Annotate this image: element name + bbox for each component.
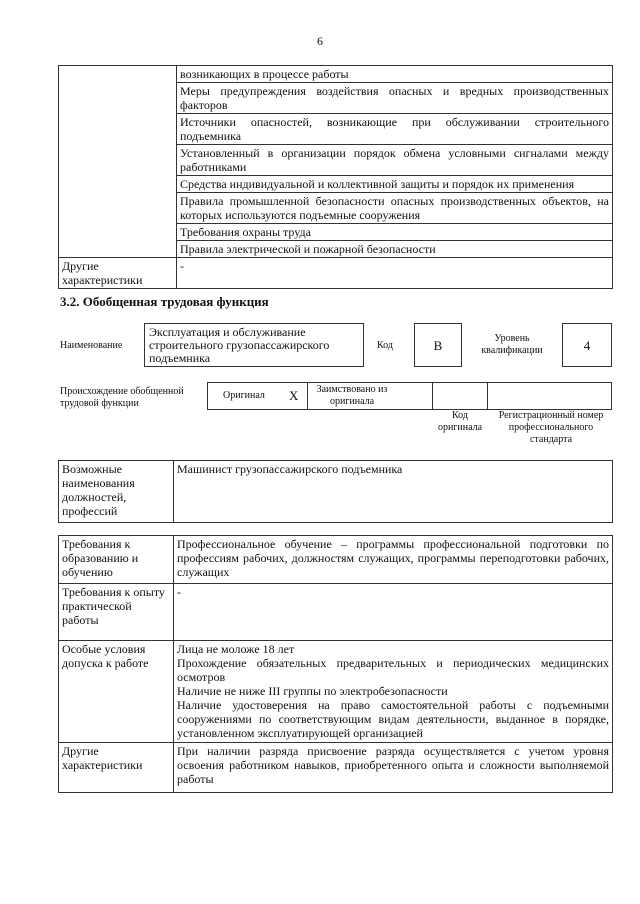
origin-box: [207, 382, 612, 410]
experience-value: -: [174, 584, 613, 641]
section-title: 3.2. Обобщенная трудовая функция: [60, 294, 269, 309]
other-characteristics-label: Другие характеристики: [59, 258, 177, 289]
borrowed-label: Заимствовано из оригинала: [316, 384, 388, 407]
original-label: Оригинал: [223, 390, 265, 401]
positions-value: Машинист грузопассажирского подъемника: [174, 461, 613, 523]
experience-label: Требования к опыту практической работы: [59, 584, 174, 641]
list-item: Средства индивидуальной и коллективной защиты и порядок их применения: [177, 176, 613, 193]
origin-divider: [432, 382, 433, 410]
origin-label: Происхождение обобщенной трудовой функции: [60, 386, 184, 409]
top-table: [58, 65, 613, 289]
list-item: Прохождение обязательных предварительных и периодических медицинских осмотров: [177, 656, 609, 684]
name-value-box: [144, 323, 364, 367]
list-item: Требования охраны труда: [177, 224, 613, 241]
special-conditions-label: Особые условия допуска к работе: [59, 641, 174, 743]
page-number: 6: [317, 34, 323, 48]
list-item: Меры предупреждения воздействия опасных и вредных производственных факторов: [177, 83, 613, 114]
other-characteristics-value: -: [177, 258, 613, 289]
other-characteristics-label: Другие характеристики: [59, 743, 174, 793]
top-table-empty-cell: [59, 66, 177, 258]
code-value: B: [433, 338, 443, 353]
list-item: Источники опасностей, возникающие при обслуживании строительного подъемника: [177, 114, 613, 145]
original-mark: X: [289, 388, 299, 403]
list-item: Установленный в организации порядок обмена условными сигналами между работниками: [177, 145, 613, 176]
special-conditions-values: [174, 641, 613, 743]
positions-label: Возможные наименования должностей, профессий: [59, 461, 174, 523]
education-value: Профессиональное обучение – программы профессиональной подготовки по профессиям рабочих, должностям служащих, программы переподготовки рабочих, служащих: [174, 536, 613, 584]
list-item: Правила промышленной безопасности опасных производственных объектов, на которых используются подъемные сооружения: [177, 193, 613, 224]
code-original-label: Код оригинала: [437, 410, 483, 433]
other-characteristics-value: При наличии разряда присвоение разряда осуществляется с учетом уровня освоения работником навыков, приобретенного опыта и сложности выполняемой работы: [174, 743, 613, 793]
list-item: Правила электрической и пожарной безопасности: [177, 241, 613, 258]
list-item: Наличие не ниже III группы по электробезопасности: [177, 684, 448, 698]
name-label: Наименование: [60, 340, 123, 351]
positions-table: [58, 460, 613, 523]
education-label: Требования к образованию и обучению: [59, 536, 174, 584]
origin-divider: [487, 382, 488, 410]
requirements-table: [58, 535, 613, 793]
level-value-box: [562, 323, 612, 367]
name-value: Эксплуатация и обслуживание строительного грузопассажирского подъемника: [149, 325, 330, 365]
reg-number-label: Регистрационный номер профессионального стандарта: [498, 410, 604, 445]
origin-divider: [307, 382, 308, 410]
code-label: Код: [377, 340, 393, 351]
level-label: Уровень квалификации: [481, 333, 543, 356]
list-item: Лица не моложе 18 лет: [177, 642, 295, 656]
list-item: Наличие удостоверения на право самостоятельной работы с подъемными сооружениями по соответствующим видам деятельности, выданное в порядке, установленном эксплуатирующей организацией: [177, 698, 609, 740]
code-value-box: [414, 323, 462, 367]
level-value: 4: [583, 338, 591, 353]
list-item: возникающих в процессе работы: [177, 66, 613, 83]
